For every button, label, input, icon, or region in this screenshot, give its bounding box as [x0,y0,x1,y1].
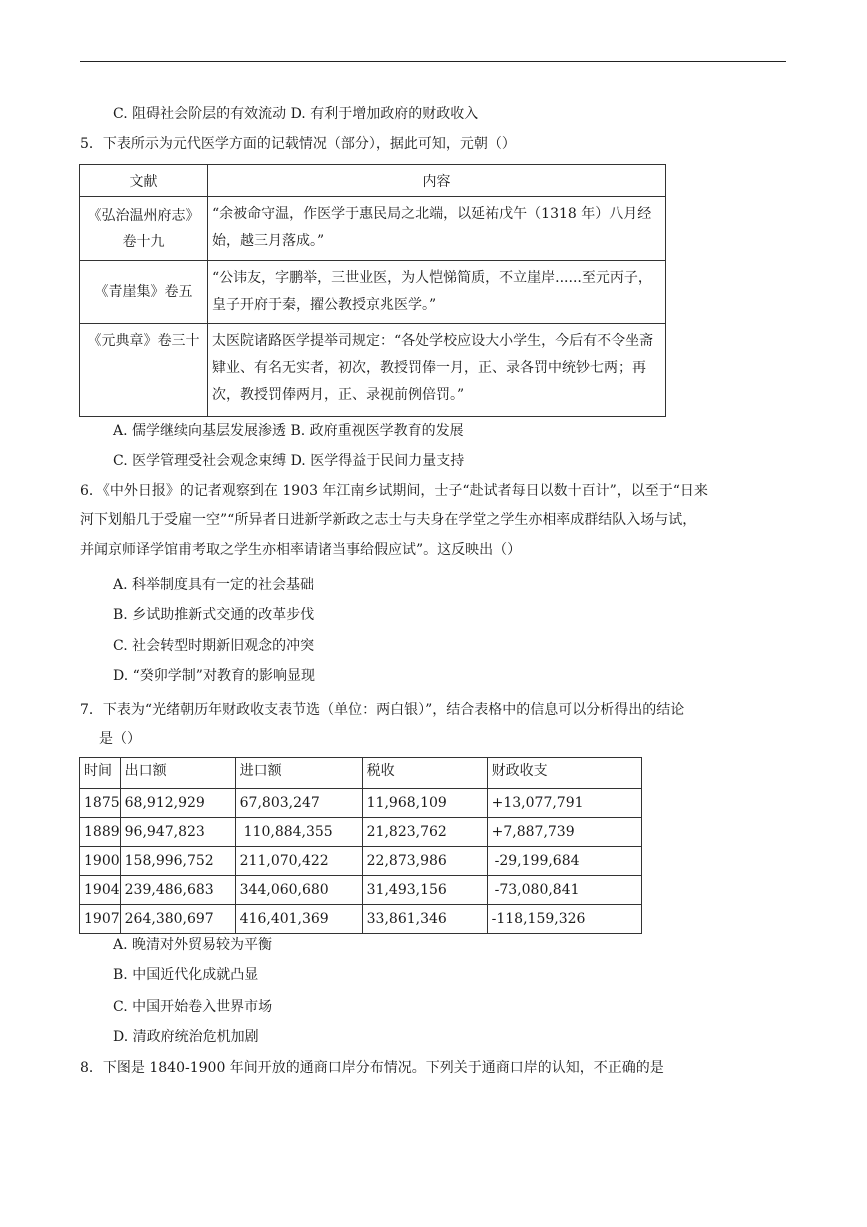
q7-option-a: A. 晚清对外贸易较为平衡 [113,937,273,953]
cell-tax: 21,823,762 [362,818,487,847]
q7-option-b: B. 中国近代化成就凸显 [113,967,259,983]
cell-export: 96,947,823 [120,818,235,847]
content-cell: “公讳友，字鹏举，三世业医，为人恺悌简质，不立崖岸......至元丙子，皇子开府于秦，擢公教授京兆医学。” [208,261,666,324]
cell-import: 344,060,680 [235,876,362,905]
cell-export: 264,380,697 [120,905,235,934]
q6-stem-line2: 河下划船几于受雇一空”“所异者日进新学新政之志士与夫身在学堂之学生亦相率成群结队入场与试， [80,512,697,528]
source-cell: 《元典章》卷三十 [80,324,208,417]
source-line: 卷十九 [122,233,165,250]
cell-year: 1904 [80,876,121,905]
cell-tax: 31,493,156 [362,876,487,905]
source-cell: 《青崖集》卷五 [80,261,208,324]
cell-tax: 11,968,109 [362,789,487,818]
source-line: 《弘治温州府志》 [87,207,200,224]
table-row [80,847,642,876]
table-row [80,905,642,934]
cell-balance: +7,887,739 [487,818,641,847]
source-cell [80,197,208,261]
table-row [80,197,666,261]
header-year: 时间 [80,758,121,789]
cell-year: 1900 [80,847,121,876]
table-row [80,818,642,847]
cell-export: 158,996,752 [120,847,235,876]
table-row [80,261,666,324]
header-import: 进口额 [235,758,362,789]
header-content: 内容 [208,165,666,197]
cell-balance: +13,077,791 [487,789,641,818]
q7-stem-line1: 7．下表为“光绪朝历年财政收支表节选（单位：两白银）”，结合表格中的信息可以分析得出的结论 [80,702,685,718]
content-cell: “余被命守温，作医学于惠民局之北端，以延祐戊午（1318 年）八月经始，越三月落成。” [208,197,666,261]
table-header-row [80,758,642,789]
cell-tax: 22,873,986 [362,847,487,876]
q6-option-a: A. 科举制度具有一定的社会基础 [113,577,315,593]
q5-options-ab: A. 儒学继续向基层发展渗透 B. 政府重视医学教育的发展 [113,423,464,439]
q6-stem-line3: 并闻京师译学馆甫考取之学生亦相率请诸当事给假应试”。这反映出（） [80,542,522,558]
q7-option-d: D. 清政府统治危机加剧 [113,1029,259,1045]
q6-option-c: C. 社会转型时期新旧观念的冲突 [113,638,315,654]
cell-balance: -73,080,841 [487,876,641,905]
table-header-row [80,165,666,197]
header-balance: 财政收支 [487,758,641,789]
q8-stem: 8．下图是 1840-1900 年间开放的通商口岸分布情况。下列关于通商口岸的认知，不正确的是 [80,1060,664,1076]
q7-table [79,757,642,934]
cell-import: 67,803,247 [235,789,362,818]
cell-year: 1875 [80,789,121,818]
header-tax: 税收 [362,758,487,789]
q7-option-c: C. 中国开始卷入世界市场 [113,999,273,1015]
cell-tax: 33,861,346 [362,905,487,934]
header-rule [80,61,786,62]
cell-export: 239,486,683 [120,876,235,905]
table-row [80,789,642,818]
cell-import: 416,401,369 [235,905,362,934]
cell-balance: -29,199,684 [487,847,641,876]
q5-table [79,164,666,417]
cell-import: 110,884,355 [235,818,362,847]
q5-stem: 5．下表所示为元代医学方面的记载情况（部分），据此可知，元朝（） [80,136,516,152]
table-row [80,876,642,905]
cell-year: 1907 [80,905,121,934]
cell-import: 211,070,422 [235,847,362,876]
q5-options-cd: C. 医学管理受社会观念束缚 D. 医学得益于民间力量支持 [113,453,465,469]
cell-balance: -118,159,326 [487,905,641,934]
table-row [80,324,666,417]
header-export: 出口额 [120,758,235,789]
header-source: 文献 [80,165,208,197]
q4-options-cd: C. 阻碍社会阶层的有效流动 D. 有利于增加政府的财政收入 [113,106,479,122]
q7-stem-line2: 是（） [99,731,141,747]
q6-option-d: D. “癸卯学制”对教育的影响显现 [113,668,315,684]
q6-option-b: B. 乡试助推新式交通的改革步伐 [113,607,315,623]
content-cell: 太医院诸路医学提举司规定：“各处学校应设大小学生，今后有不令坐斋肄业、有名无实者，初次，教授罚俸一月，正、录各罚中统钞七两；再次，教授罚俸两月，正、录视前例倍罚。” [208,324,666,417]
cell-export: 68,912,929 [120,789,235,818]
cell-year: 1889 [80,818,121,847]
q6-stem-line1: 6．《中外日报》的记者观察到在 1903 年江南乡试期间，士子“赴试者每日以数十百计”，以至于“日来 [80,483,708,499]
